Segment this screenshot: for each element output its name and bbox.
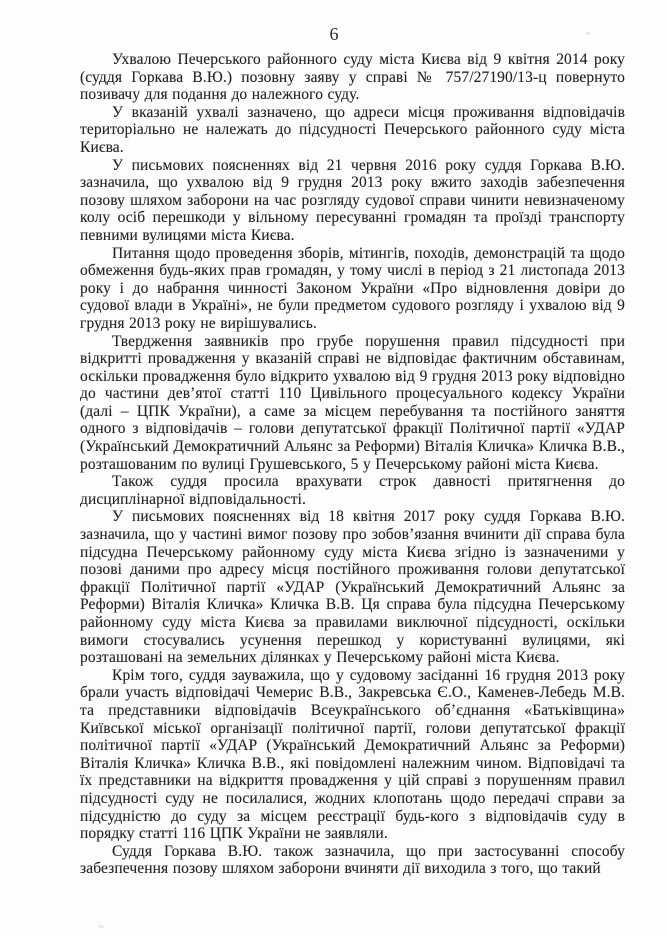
scan-speck (98, 925, 104, 928)
paragraph: Також суддя просила врахувати строк давності притягнення до дисциплінарної відповідальності. (80, 473, 625, 508)
paragraph: У вказаній ухвалі зазначено, що адреси місця проживання відповідачів територіально не належать до підсудності Печерського районного суду міста Києва. (80, 103, 625, 156)
scan-speck (586, 32, 590, 35)
paragraph: Крім того, суддя зауважила, що у судовому засіданні 16 грудня 2013 року брали участь відповідачі Чемерис В.В., Закревська Є.О., Каменев-Лебедь М.В. та представники відповідачів Всеукраїнського об’єднання «Батьківщина» Київської міської організації політичної партії, голови депутатської фракції політичної партії «УДАР (Український Демократичний Альянс за Реформи) Віталія Кличка» Кличка В.В., які повідомлені належним чином. Відповідачі та їх представники на відкриття провадження у цій справі з порушенням правил підсудності суду не посилалися, жодних клопотань щодо передачі справи за підсудністю до суду за місцем реєстрації будь-кого з відповідачів суду в порядку статті 116 ЦПК України не заявляли. (80, 666, 625, 843)
paragraph: Ухвалою Печерського районного суду міста Києва від 9 квітня 2014 року (суддя Горкава В.Ю.) позовну заяву у справі № 757/27190/13-ц повернуто позивачу для подання до належного суду. (80, 51, 625, 104)
document-body (80, 51, 625, 878)
paragraph: Суддя Горкава В.Ю. також зазначила, що при застосуванні способу забезпечення позову шляхом заборони вчиняти дії виходила з того, що такий (80, 842, 625, 878)
paragraph: У письмових поясненнях від 18 квітня 2017 року суддя Горкава В.Ю. зазначила, що у частині вимог позову про зобов’язання вчинити дії справа була підсудна Печерському районному суду міста Києва згідно із зазначеними у позові даними про адресу місця постійного проживання голови депутатської фракції Політичної партії «УДАР (Український Демократичний Альянс за Реформи) Віталія Кличка» Кличка В.В. Ця справа була підсудна Печерському районному суду міста Києва за правилами виключної підсудності, оскільки вимоги стосувались усунення перешкод у користуванні вулицями, які розташовані на земельних ділянках у Печерському районі міста Києва. (80, 508, 625, 667)
paragraph: Питання щодо проведення зборів, мітингів, походів, демонстрацій та щодо обмеження будь-яких прав громадян, у тому числі в період з 21 листопада 2013 року і до набрання чинності Законом України «Про відновлення довіри до судової влади в Україні», не були предметом судового розгляду і ухвалою від 9 грудня 2013 року не вирішувались. (80, 244, 625, 332)
paragraph: Твердження заявників про грубе порушення правил підсудності при відкритті провадження у вказаній справі не відповідає фактичним обставинам, оскільки провадження було відкрито ухвалою від 9 грудня 2013 року відповідно до частини дев’ятої статті 110 Цивільного процесуального кодексу України (далі – ЦПК України), а саме за місцем перебування та постійного заняття одного з відповідачів – голови депутатської фракції Політичної партії «УДАР (Український Демократичний Альянс за Реформи) Віталія Кличка» Кличка В.В., розташованим по вулиці Грушевського, 5 у Печерському районі міста Києва. (80, 332, 625, 473)
page-number: 6 (329, 24, 339, 44)
paragraph: У письмових поясненнях від 21 червня 2016 року суддя Горкава В.Ю. зазначила, що ухвалою від 9 грудня 2013 року вжито заходів забезпечення позову шляхом заборони на час розгляду судової справи чинити невизначеному колу осіб перешкоди у вільному пересуванні громадян та проїзді транспорту певними вулицями міста Києва. (80, 156, 625, 244)
